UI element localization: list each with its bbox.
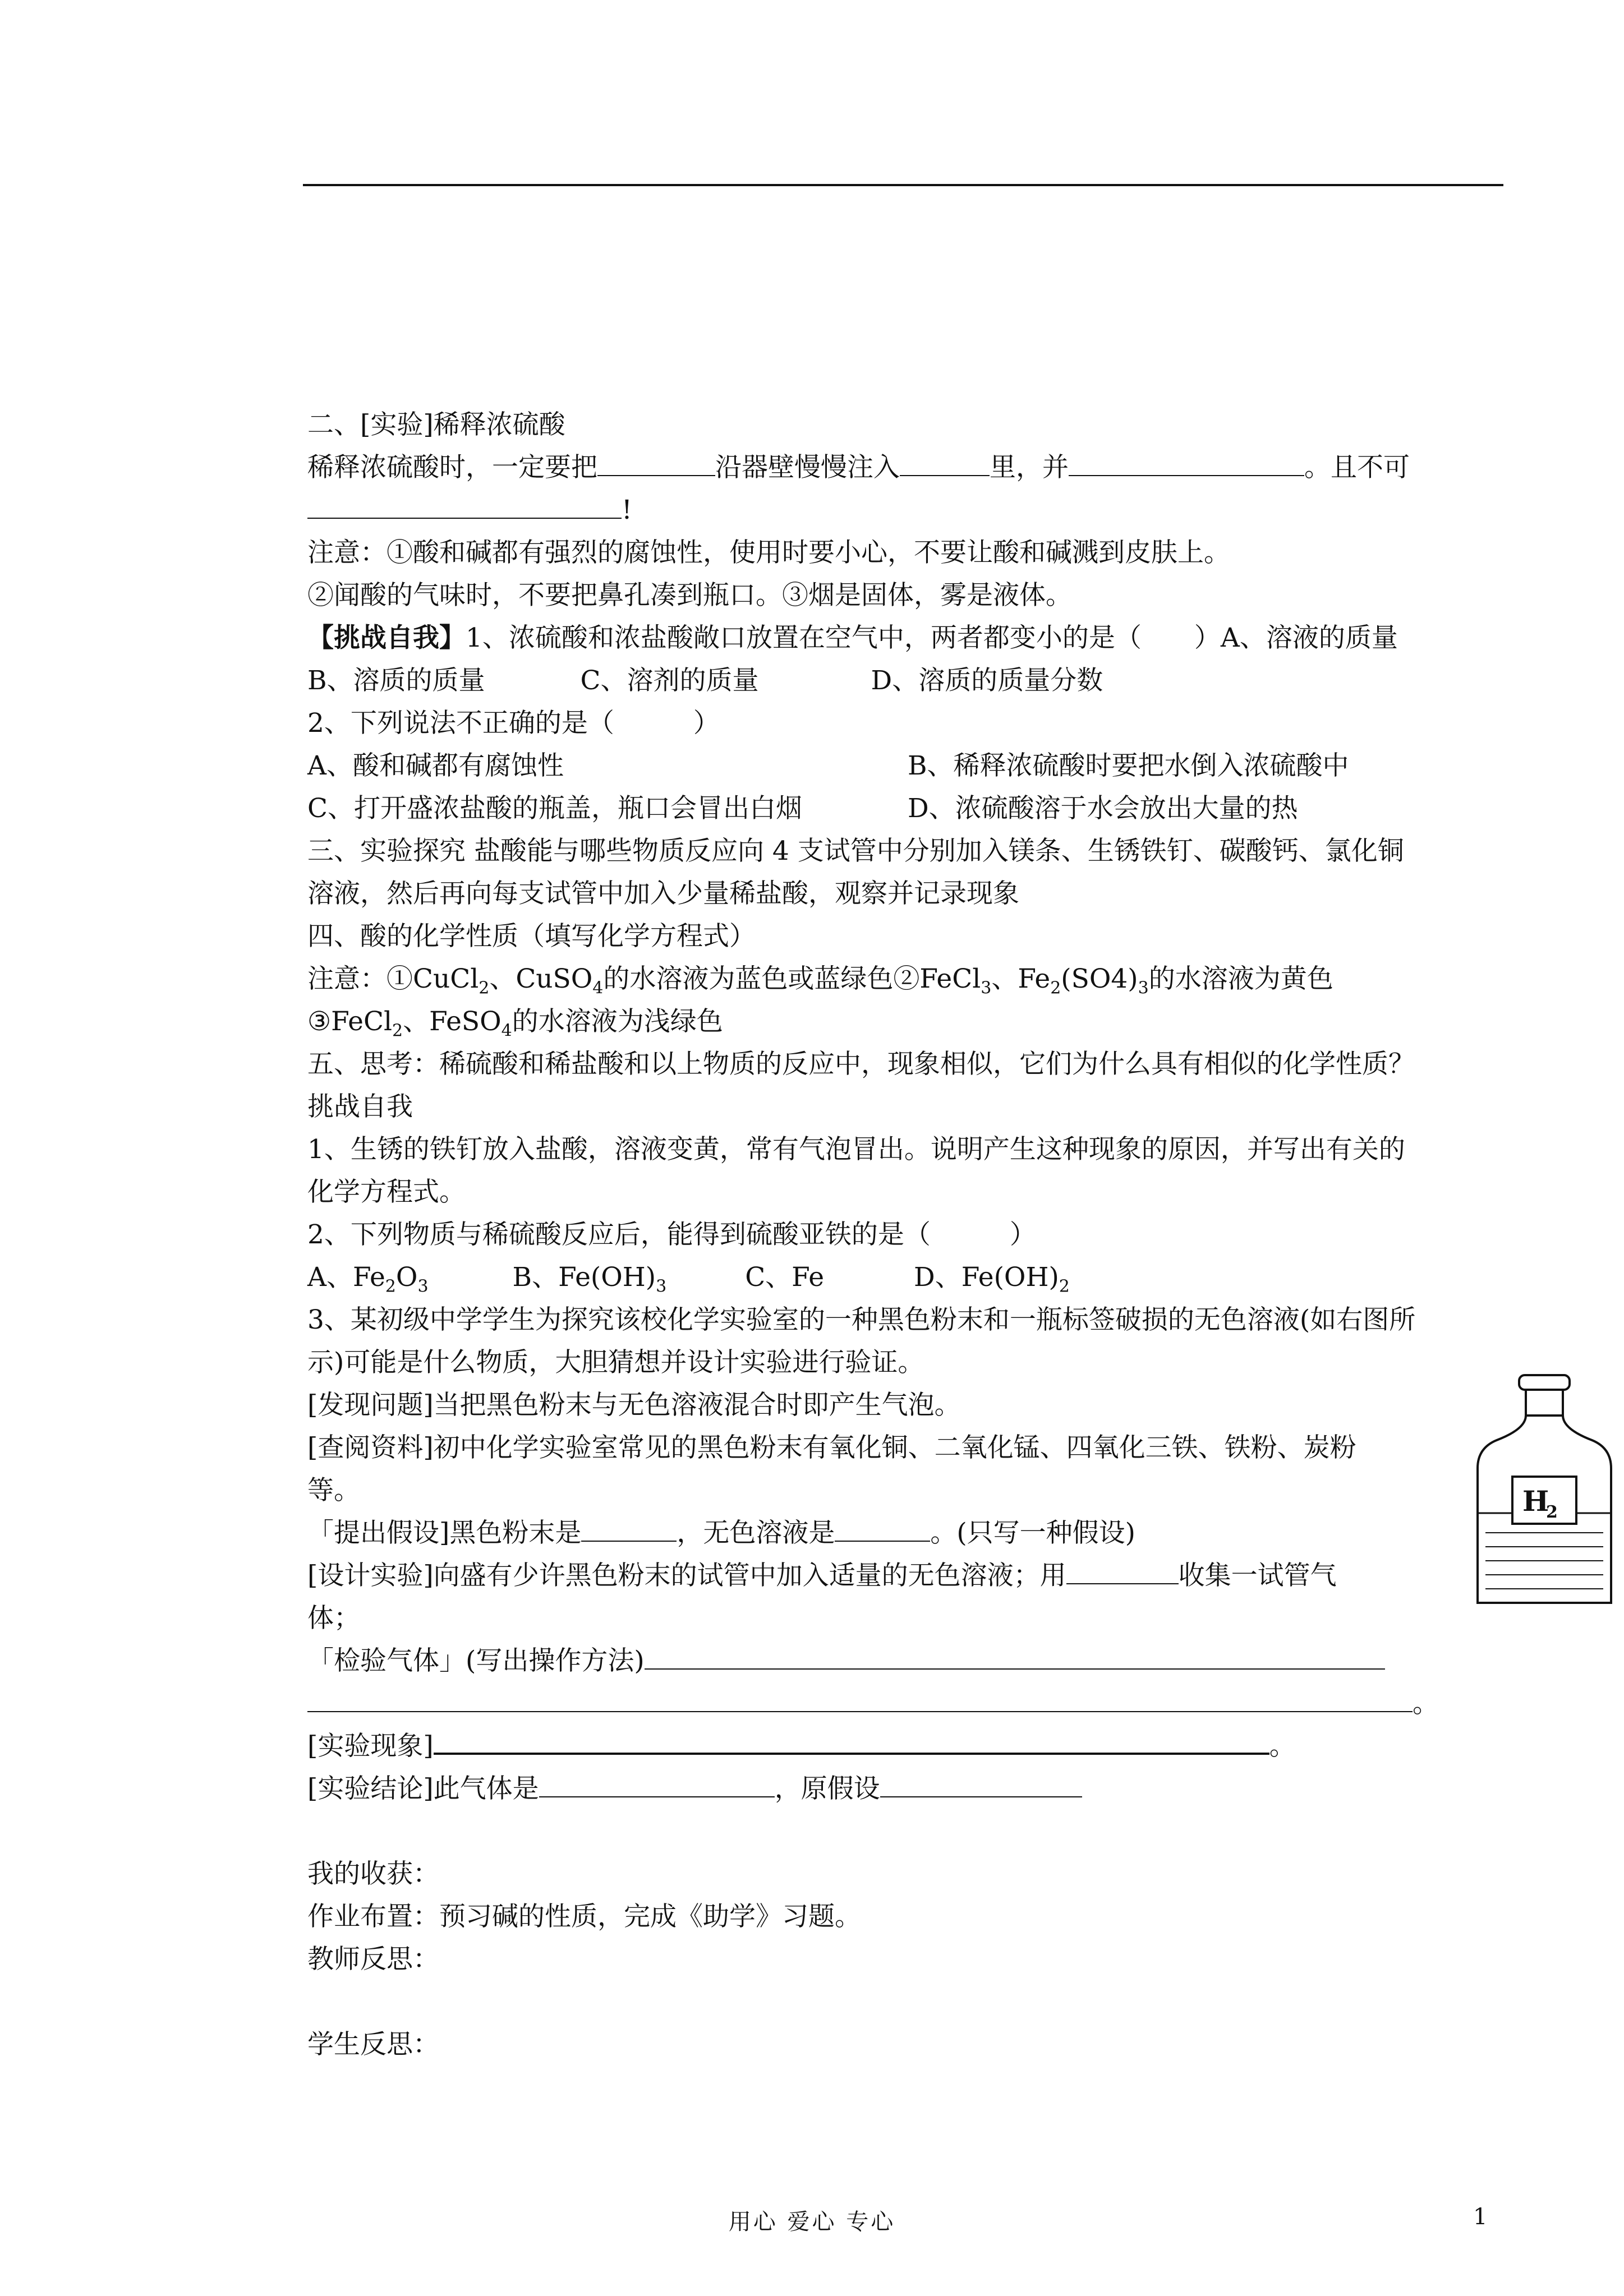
note-3	[307, 958, 1513, 1001]
text: 、Fe	[991, 963, 1051, 994]
c1-line-1: 1、生锈的铁钉放入盐酸，溶液变黄，常有气泡冒出。说明产生这种现象的原因，并写出有关的	[307, 1134, 1405, 1165]
homework: 作业布置：预习碱的性质，完成《助学》习题。	[307, 1901, 861, 1932]
option-c: C、溶剂的质量	[580, 665, 759, 696]
blank-1[interactable]	[597, 449, 715, 476]
text: 收集一试管气	[1178, 1560, 1337, 1591]
section-2-title: 二、[实验]稀释浓硫酸	[307, 409, 565, 440]
lookup-line-2: 等。	[307, 1475, 360, 1506]
text: ③FeCl	[307, 1006, 392, 1037]
conclusion	[307, 1768, 1513, 1810]
bottle-label-subscript: 2	[1546, 1502, 1558, 1522]
text: 。	[1413, 1688, 1439, 1719]
subscript: 2	[479, 978, 490, 998]
dilute-line-2	[307, 489, 1513, 532]
c2-option-c: C、Fe	[745, 1262, 825, 1293]
text: !	[622, 495, 632, 525]
text: 、CuSO	[489, 963, 593, 994]
lookup-line-1: [查阅资料]初中化学实验室常见的黑色粉末有氧化铜、二氧化锰、四氧化三铁、铁粉、炭粉	[307, 1432, 1356, 1463]
blank-powder[interactable]	[581, 1515, 677, 1542]
question-text: 1、浓硫酸和浓盐酸敞口放置在空气中，两者都变小的是（ ）A、溶液的质量	[466, 623, 1398, 653]
q2-options-cd	[307, 787, 1513, 830]
design-line-2: 体；	[307, 1603, 360, 1634]
test-gas-line-2	[307, 1682, 1513, 1725]
header-rule	[303, 184, 1503, 186]
c2-option-a	[307, 1262, 429, 1297]
subscript: 2	[385, 1276, 396, 1297]
text: 稀释浓硫酸时，一定要把	[307, 452, 597, 483]
subscript: 3	[1138, 978, 1149, 998]
c3-line-2: 示)可能是什么物质，大胆猜想并设计实验进行验证。	[307, 1347, 924, 1378]
subscript: 3	[656, 1276, 667, 1297]
text: 里，并	[990, 452, 1069, 483]
text: 、FeSO	[403, 1006, 502, 1037]
subscript: 4	[501, 1021, 512, 1041]
bottle-label: H	[1522, 1484, 1549, 1518]
subscript: 2	[1059, 1276, 1070, 1297]
hypothesis	[307, 1512, 1513, 1555]
teacher-reflection: 教师反思：	[307, 1944, 439, 1975]
document-body	[307, 404, 1513, 2066]
student-reflection: 学生反思：	[307, 2029, 439, 2060]
text: 「提出假设]黑色粉末是	[307, 1518, 582, 1548]
test-gas-line-1	[307, 1640, 1513, 1682]
text: 「检验气体」(写出操作方法)	[307, 1645, 645, 1676]
text: 的水溶液为浅绿色	[512, 1006, 723, 1037]
note-4	[307, 1001, 1513, 1043]
q2-options-ab	[307, 745, 1513, 787]
section-3-line-2: 溶液，然后再向每支试管中加入少量稀盐酸，观察并记录现象	[307, 878, 1019, 909]
challenge-1-options	[307, 660, 1513, 702]
page-number: 1	[1473, 2204, 1488, 2230]
text: 的水溶液为蓝色或蓝绿色②FeCl	[603, 963, 981, 994]
blank-4[interactable]	[307, 492, 622, 519]
text: [设计实验]向盛有少许黑色粉末的试管中加入适量的无色溶液；用	[307, 1560, 1066, 1591]
blank-3[interactable]	[1069, 449, 1304, 476]
q2-option-c: C、打开盛浓盐酸的瓶盖，瓶口会冒出白烟	[307, 793, 802, 824]
c2-stem: 2、下列物质与稀硫酸反应后，能得到硫酸亚铁的是（ ）	[307, 1219, 1036, 1250]
blank-collect[interactable]	[1066, 1557, 1179, 1584]
text: 。	[1269, 1731, 1296, 1762]
text: ，原假设	[774, 1773, 880, 1804]
challenge-2-heading: 挑战自我	[307, 1091, 413, 1122]
c2-option-d	[914, 1262, 1070, 1297]
note-2: ②闻酸的气味时，不要把鼻孔凑到瓶口。③烟是固体，雾是液体。	[307, 580, 1072, 611]
dilute-line-1	[307, 446, 1513, 489]
text: A、Fe	[307, 1262, 385, 1293]
option-d: D、溶质的质量分数	[871, 665, 1103, 696]
text: [实验结论]此气体是	[307, 1773, 539, 1804]
q2-option-b: B、稀释浓硫酸时要把水倒入浓硫酸中	[908, 750, 1349, 781]
q2-stem: 2、下列说法不正确的是（ ）	[307, 708, 720, 739]
text: 。(只写一种假设)	[930, 1518, 1136, 1548]
c2-option-b	[512, 1262, 667, 1297]
q2-option-d: D、浓硫酸溶于水会放出大量的热	[908, 793, 1298, 824]
section-5: 五、思考：稀硫酸和稀盐酸和以上物质的反应中，现象相似，它们为什么具有相似的化学性质？	[307, 1049, 1415, 1080]
q2-option-a: A、酸和碱都有腐蚀性	[307, 750, 564, 781]
text: (SO4)	[1061, 963, 1138, 994]
subscript: 3	[417, 1276, 429, 1297]
text: 。且不可	[1304, 452, 1410, 483]
blank-test-2[interactable]	[307, 1685, 1413, 1712]
section-4-title: 四、酸的化学性质（填写化学方程式）	[307, 921, 756, 952]
subscript: 4	[592, 978, 604, 998]
subscript: 2	[1050, 978, 1061, 998]
blank-gas[interactable]	[539, 1771, 775, 1797]
subscript: 2	[392, 1021, 403, 1041]
subscript: 3	[981, 978, 992, 998]
note-1: 注意：①酸和碱都有强烈的腐蚀性，使用时要小心，不要让酸和碱溅到皮肤上。	[307, 537, 1230, 568]
option-b: B、溶质的质量	[307, 665, 485, 696]
blank-test-1[interactable]	[645, 1643, 1385, 1670]
text: ，无色溶液是	[677, 1518, 835, 1548]
text: B、Fe(OH)	[512, 1262, 656, 1293]
blank-2[interactable]	[900, 449, 990, 476]
text: D、Fe(OH)	[914, 1262, 1059, 1293]
c3-line-1: 3、某初级中学学生为探究该校化学实验室的一种黑色粉末和一瓶标签破损的无色溶液(如右图所	[307, 1304, 1416, 1335]
blank-hypothesis-result[interactable]	[880, 1771, 1082, 1797]
text: 注意：①CuCl	[307, 963, 479, 994]
text: O	[395, 1262, 418, 1293]
c1-line-2: 化学方程式。	[307, 1177, 466, 1207]
blank-solution[interactable]	[835, 1515, 930, 1542]
reagent-bottle-image	[1474, 1373, 1614, 1608]
challenge-1-question	[307, 617, 1513, 660]
text: 沿器壁慢慢注入	[715, 452, 900, 483]
text: 的水溶液为黄色	[1148, 963, 1333, 994]
phenomenon	[307, 1725, 1513, 1768]
footer-motto: 用心 爱心 专心	[728, 2209, 896, 2235]
my-gains: 我的收获：	[307, 1859, 439, 1889]
text: [实验现象]	[307, 1731, 434, 1762]
design-line-1	[307, 1555, 1513, 1597]
c2-options	[307, 1256, 1513, 1299]
blank-phenomenon[interactable]	[434, 1727, 1269, 1755]
section-3-line-1: 三、实验探究 盐酸能与哪些物质反应向 4 支试管中分别加入镁条、生锈铁钉、碳酸钙、氯化铜	[307, 836, 1404, 866]
discover-problem: [发现问题]当把黑色粉末与无色溶液混合时即产生气泡。	[307, 1390, 961, 1421]
challenge-heading: 【挑战自我】	[307, 623, 466, 653]
